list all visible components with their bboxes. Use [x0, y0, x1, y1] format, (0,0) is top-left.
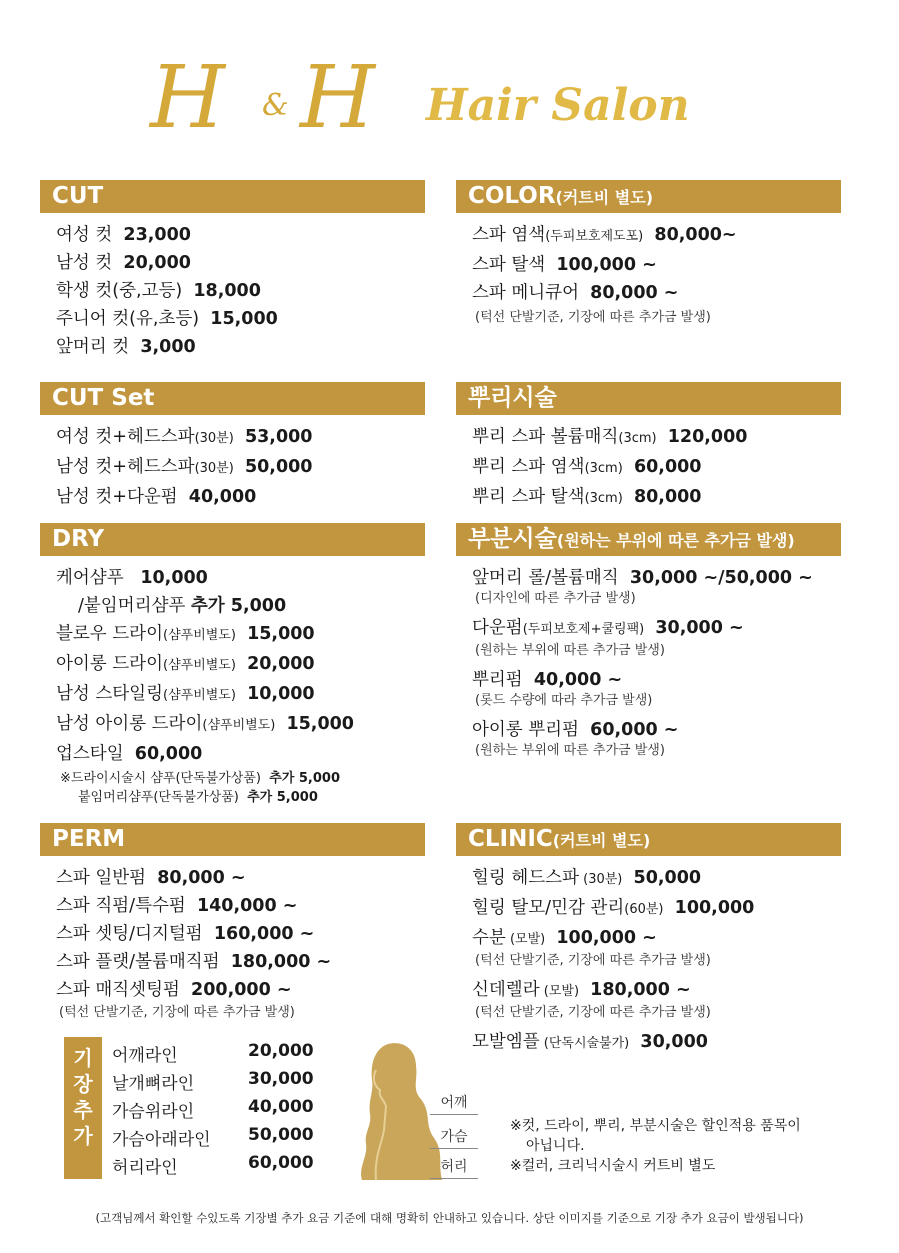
- item-name: 스파 매직셋팅펌: [56, 980, 180, 1000]
- color-note: (턱선 단발기준, 기장에 따른 추가금 발생): [475, 310, 711, 325]
- list-item: [472, 423, 841, 453]
- item-name: 스파 직펌/특수펌: [56, 896, 186, 916]
- item-price: 10,000: [247, 684, 315, 704]
- list-item: [56, 948, 425, 976]
- title-sub: (커트비 별도): [555, 188, 654, 207]
- item-name: 아이롱 뿌리펌: [472, 720, 579, 740]
- item-price: 100,000 ~: [556, 928, 657, 948]
- note-text: ※드라이시술시 샴푸(단독불가상품): [60, 771, 261, 786]
- item-name: 가슴위라인: [112, 1102, 195, 1122]
- item-detail: (단독시술불가): [539, 1036, 630, 1051]
- item-price: 100,000 ~: [556, 255, 657, 275]
- color-items: [472, 221, 841, 307]
- cut-list: [40, 221, 425, 361]
- item-note: (원하는 부위에 따른 추가금 발생): [475, 643, 665, 658]
- section-partial: [456, 523, 841, 766]
- list-item: [472, 564, 841, 592]
- item-price: 20,000: [248, 1041, 314, 1061]
- item-detail: (3cm): [584, 461, 623, 476]
- item-detail: (30분): [579, 872, 623, 887]
- item-price: 23,000: [123, 225, 191, 245]
- perm-list: [40, 864, 425, 1022]
- cut-set-list: [40, 423, 425, 511]
- section-root: [456, 382, 841, 513]
- list-item: [56, 920, 425, 948]
- list-item: [472, 279, 841, 307]
- item-note: (원하는 부위에 따른 추가금 발생): [475, 743, 665, 758]
- section-color: [456, 180, 841, 327]
- section-clinic: [456, 823, 841, 1058]
- item-price: 60,000: [633, 457, 702, 477]
- list-item: [112, 1097, 314, 1122]
- remark-line: ※컬러, 크리닉시술시 커트비 별도: [510, 1158, 716, 1174]
- title-main: CLINIC: [468, 826, 553, 852]
- length-extra-list: [102, 1037, 320, 1179]
- item-price: 15,000: [210, 309, 278, 329]
- item-detail: (두피보호제+쿨링팩): [522, 622, 645, 637]
- item-name: 남성 컷+헤드스파: [56, 457, 195, 477]
- item-note: (턱선 단발기준, 기장에 따른 추가금 발생): [475, 953, 711, 968]
- list-item: [56, 740, 425, 768]
- item-name: 수분: [472, 928, 506, 948]
- list-item: [472, 483, 841, 513]
- title-sub: (원하는 부위에 따른 추가금 발생): [556, 531, 795, 550]
- item-price: 30,000 ~: [655, 618, 744, 638]
- section-cut-set: [40, 382, 425, 511]
- item-name: 힐링 탈모/민감 관리: [472, 898, 625, 918]
- length-label-char: 기: [73, 1046, 93, 1070]
- list-item: [56, 564, 425, 592]
- item-name: /붙임머리샴푸: [78, 596, 186, 616]
- item-price: 50,000: [633, 868, 702, 888]
- list-item: [56, 277, 425, 305]
- section-title: 뿌리시술: [456, 382, 841, 415]
- item-name: 뿌리 스파 탈색: [472, 487, 585, 507]
- item-price: 40,000 ~: [533, 670, 623, 690]
- item-price: 15,000: [247, 624, 315, 644]
- item-name: 아이롱 드라이: [56, 654, 163, 674]
- note-extra: 추가 5,000: [269, 771, 341, 786]
- item-name: 여성 컷: [56, 225, 113, 245]
- section-cut: [40, 180, 425, 361]
- list-item: [56, 710, 425, 740]
- item-detail: (30분): [194, 461, 234, 476]
- list-item: [472, 453, 841, 483]
- logo-mark-left: H: [150, 48, 229, 148]
- item-name: 남성 컷: [56, 253, 113, 273]
- item-name: 업스타일: [56, 744, 124, 764]
- list-item: [56, 423, 425, 453]
- list-item: [56, 592, 425, 620]
- item-detail: (샴푸비별도): [163, 658, 236, 673]
- item-name: 학생 컷(중,고등): [56, 281, 183, 301]
- level-shoulder: 어깨: [430, 1092, 478, 1115]
- item-name: 뿌리 스파 염색: [472, 457, 585, 477]
- item-price: 180,000 ~: [590, 980, 691, 1000]
- dry-note: [56, 789, 425, 806]
- item-name: 주니어 컷(유,초등): [56, 309, 200, 329]
- root-list: [456, 423, 841, 513]
- note-extra: 추가 5,000: [247, 790, 318, 805]
- item-name: 스파 염색: [472, 225, 546, 245]
- length-label-char: 추: [73, 1098, 93, 1122]
- item-name: 남성 스타일링: [56, 684, 163, 704]
- item-name: 신데렐라: [472, 980, 540, 1000]
- list-item: [56, 249, 425, 277]
- list-item: [472, 251, 841, 279]
- item-detail: (3cm): [584, 491, 623, 506]
- item-name: 스파 셋팅/디지털펌: [56, 924, 203, 944]
- item-detail: (30분): [194, 431, 234, 446]
- item-price: 40,000: [188, 487, 257, 507]
- item-name: 앞머리 롤/볼륨매직: [472, 568, 619, 588]
- section-title: [456, 823, 841, 856]
- list-item: [56, 976, 425, 1004]
- list-item: [56, 650, 425, 680]
- color-list: [456, 221, 841, 327]
- item-name: 스파 플랫/볼륨매직펌: [56, 952, 220, 972]
- partial-list: [456, 564, 841, 760]
- list-item: [472, 614, 841, 644]
- item-price: 10,000: [140, 568, 208, 588]
- item-detail: (모발): [539, 984, 580, 999]
- brand-name: Hair Salon: [426, 80, 690, 131]
- list-item: [112, 1125, 314, 1150]
- item-price: 140,000 ~: [196, 896, 298, 916]
- title-main: COLOR: [468, 183, 556, 209]
- list-item: [112, 1041, 314, 1066]
- item-price: 80,000 ~: [157, 868, 246, 888]
- item-price: 100,000: [674, 898, 755, 918]
- item-note: (턱선 단발기준, 기장에 따른 추가금 발생): [475, 1005, 711, 1020]
- item-price: 60,000: [134, 744, 203, 764]
- dry-list: [40, 564, 425, 806]
- item-price: 60,000: [248, 1153, 314, 1173]
- item-detail: (샴푸비별도): [202, 718, 276, 733]
- item-price: 18,000: [193, 281, 261, 301]
- list-item: [472, 1028, 841, 1058]
- item-name: 남성 아이롱 드라이: [56, 714, 203, 734]
- item-price: 80,000 ~: [590, 283, 679, 303]
- item-name: 어깨라인: [112, 1046, 178, 1066]
- item-name: 힐링 헤드스파: [472, 868, 579, 888]
- item-name: 허리라인: [112, 1158, 178, 1178]
- item-name: 앞머리 컷: [56, 337, 130, 357]
- item-name: 스파 메니큐어: [472, 283, 579, 303]
- perm-items: [56, 864, 425, 1004]
- section-title: [456, 180, 841, 213]
- item-detail: (샴푸비별도): [163, 688, 236, 703]
- list-item: [472, 716, 841, 744]
- item-price: 3,000: [140, 337, 196, 357]
- dry-items: [56, 620, 425, 768]
- item-price: 160,000 ~: [213, 924, 315, 944]
- list-item: [112, 1153, 314, 1178]
- remark-line: ※컷, 드라이, 뿌리, 부분시술은 할인적용 품목이: [510, 1118, 801, 1134]
- item-detail: (60분): [624, 902, 664, 917]
- section-dry: [40, 523, 425, 806]
- item-detail: (3cm): [618, 431, 657, 446]
- item-price: 60,000 ~: [590, 720, 679, 740]
- item-price: 50,000: [248, 1125, 314, 1145]
- brand-logo: [150, 50, 730, 150]
- item-name: 가슴아래라인: [112, 1130, 211, 1150]
- length-label-char: 장: [73, 1072, 93, 1096]
- item-note: (디자인에 따른 추가금 발생): [475, 591, 636, 606]
- list-item: [472, 221, 841, 251]
- item-detail: (모발): [505, 932, 546, 947]
- item-name: 뿌리펌: [472, 670, 523, 690]
- item-note: (롯드 수량에 따라 추가금 발생): [475, 693, 653, 708]
- item-price: 20,000: [123, 253, 191, 273]
- length-label-char: 가: [73, 1124, 93, 1148]
- item-price: 53,000: [244, 427, 313, 447]
- item-name: 케어샴푸: [56, 568, 124, 588]
- item-name: 모발엠플: [472, 1032, 540, 1052]
- list-item: [112, 1069, 314, 1094]
- footer-notice: (고객님께서 확인할 수있도록 기장별 추가 요금 기준에 대해 명확히 안내하고 있습니다. 상단 이미지를 기준으로 기장 추가 요금이 발생됩니다): [95, 1211, 804, 1225]
- list-item: [472, 666, 841, 694]
- item-name: 남성 컷+다운펌: [56, 487, 178, 507]
- list-item: [472, 976, 841, 1006]
- item-price: 180,000 ~: [230, 952, 332, 972]
- section-title: PERM: [40, 823, 425, 856]
- level-waist: 허리: [430, 1156, 478, 1179]
- item-price: 30,000: [248, 1069, 314, 1089]
- list-item: [56, 864, 425, 892]
- length-extra-label: [64, 1037, 102, 1179]
- item-name: 스파 탈색: [472, 255, 546, 275]
- section-title: CUT Set: [40, 382, 425, 415]
- list-item: [472, 864, 841, 894]
- item-price: 15,000: [286, 714, 354, 734]
- title-main: 부분시술: [468, 526, 557, 552]
- item-price: 120,000: [667, 427, 748, 447]
- item-detail: (두피보호제도포): [545, 229, 644, 244]
- list-item: [56, 680, 425, 710]
- section-title: DRY: [40, 523, 425, 556]
- list-item: [472, 894, 841, 924]
- item-extra: 추가 5,000: [190, 596, 287, 616]
- list-item: [56, 620, 425, 650]
- level-chest: 가슴: [430, 1126, 478, 1149]
- dry-note: [56, 770, 425, 787]
- clinic-list: [456, 864, 841, 1058]
- item-name: 스파 일반펌: [56, 868, 147, 888]
- item-price: 20,000: [247, 654, 315, 674]
- item-price: 50,000: [244, 457, 313, 477]
- item-detail: (샴푸비별도): [163, 628, 236, 643]
- item-price: 200,000 ~: [191, 980, 292, 1000]
- item-price: 30,000 ~/50,000 ~: [629, 568, 813, 588]
- item-name: 블로우 드라이: [56, 624, 163, 644]
- item-price: 30,000: [640, 1032, 708, 1052]
- item-name: 뿌리 스파 볼륨매직: [472, 427, 619, 447]
- item-price: 40,000: [248, 1097, 314, 1117]
- list-item: [56, 483, 425, 511]
- list-item: [56, 221, 425, 249]
- list-item: [472, 924, 841, 954]
- length-extra-box: [64, 1037, 320, 1179]
- perm-note: (턱선 단발기준, 기장에 따른 추가금 발생): [59, 1005, 295, 1020]
- item-name: 날개뼈라인: [112, 1074, 195, 1094]
- list-item: [56, 892, 425, 920]
- section-perm: [40, 823, 425, 1022]
- list-item: [56, 305, 425, 333]
- logo-ampersand: &: [262, 88, 289, 123]
- item-price: 80,000~: [654, 225, 737, 245]
- section-title: CUT: [40, 180, 425, 213]
- item-name: 여성 컷+헤드스파: [56, 427, 195, 447]
- remark-line: 아닙니다.: [526, 1138, 585, 1154]
- list-item: [56, 453, 425, 483]
- section-title: [456, 523, 841, 556]
- logo-mark-right: H: [300, 48, 375, 148]
- title-sub: (커트비 별도): [552, 831, 651, 850]
- note-text: 붙임머리샴푸(단독불가상품): [78, 790, 239, 805]
- item-price: 80,000: [633, 487, 702, 507]
- list-item: [56, 333, 425, 361]
- item-name: 다운펌: [472, 618, 523, 638]
